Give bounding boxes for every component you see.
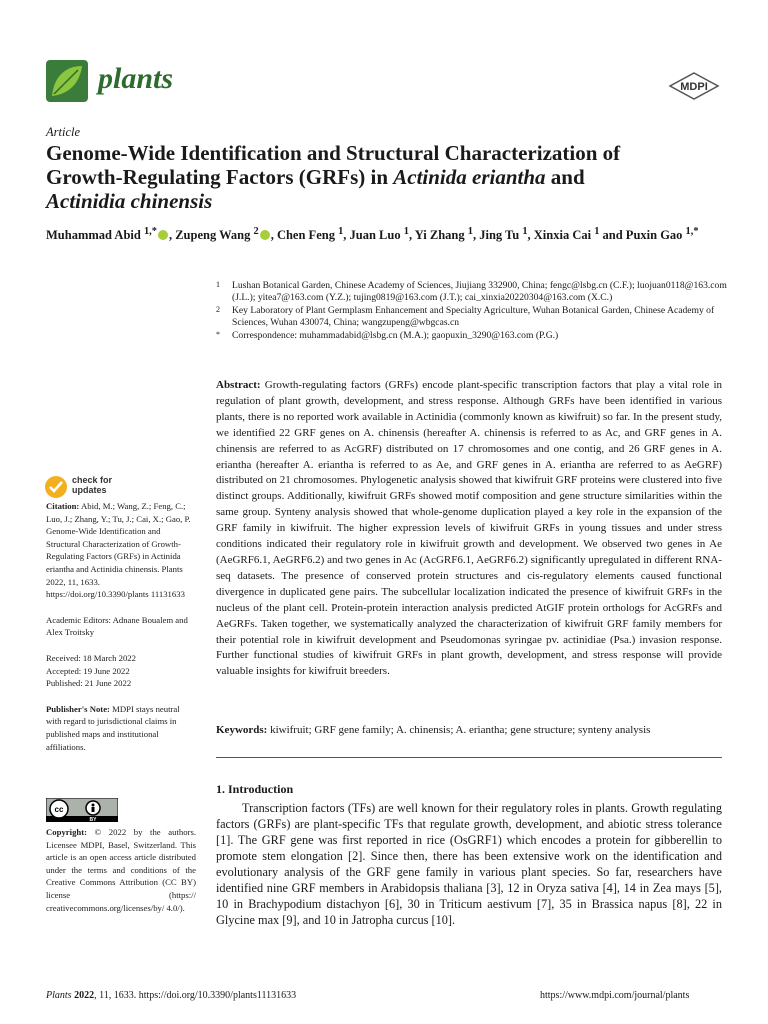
publishers-note: Publisher's Note: MDPI stays neutral with regard to jurisdictional claims in published maps and institutional affiliations. — [46, 703, 180, 752]
section-divider — [216, 757, 722, 758]
author-list: Muhammad Abid $^{1,*}$ , Zupeng Wang $^2$ , Chen Feng $^1$, Juan Luo $^1$, Yi Zhang $^1$, Jing Tu $^1$, Xinxia Cai $^1$ and Puxin Gao $^{1,*}$ — [46, 226, 699, 243]
published-date: Published: 21 June 2022 — [46, 678, 132, 689]
article-title: Genome-Wide Identification and Structural Characterization of Growth-Regulating Factors (GRFs) in Actinida eriantha and Actinidia chinensis — [46, 141, 621, 213]
affiliation-2: 2 Key Laboratory of Plant Germplasm Enhancement and Specialty Agriculture, Wuhan Botanical Garden, Chinese Academy of Sciences, Wuhan 430074, China; wangzupeng@wbgcas.cn — [216, 304, 715, 329]
orcid-icon[interactable] — [158, 230, 168, 240]
article-sidebar — [46, 500, 196, 753]
footer-journal-link[interactable]: https://www.mdpi.com/journal/plants — [540, 990, 690, 1001]
check-for-updates-badge[interactable]: check for updates — [44, 474, 154, 500]
svg-text:BY: BY — [89, 817, 97, 822]
accepted-date: Accepted: 19 June 2022 — [46, 665, 130, 676]
copyright-block: Copyright: © 2022 by the authors. Licensee MDPI, Basel, Switzerland. This article is an open access article distributed under the terms and conditions of the Creative Commons Attribution (CC BY) license (https:// creativecommons.org/licenses/by/ 4.0/). — [46, 827, 196, 913]
keywords: Keywords: kiwifruit; GRF gene family; A. chinensis; A. eriantha; gene structure; synteny analysis — [216, 724, 651, 736]
mdpi-logo — [668, 72, 720, 100]
introduction-text: Transcription factors (TFs) are well known for their regulatory roles in plants. Growth regulating factors (GRFs) are plant-specific TFs that regulate growth, development, and abiotic stress tolerance [1]. The GRF gene was first reported in rice (OsGRF1) which encodes a protein for gibberellin to promote stem elongation [2]. Since then, there has been extensive work on the identification and evolutionary analysis of the GRF gene family in various plant species. So far, researchers have identified nine GRF members in Arabidopsis thaliana [3], 12 in Oryza sativa [4], 14 in Zea mays [5], 10 in Brachypodium distachyon [6], 30 in Triticum aestivum [7], 35 in Brassica napus [8], 22 in Glycine max [9], and 10 in Jatropha curcus [10]. — [216, 801, 722, 927]
affiliations — [216, 280, 736, 342]
check-updates-icon — [44, 475, 68, 499]
affiliation-1: 1 Lushan Botanical Garden, Chinese Academy of Sciences, Jiujiang 332900, China; fengc@lsbg.cn (C.F.); luojuan0118@163.com (J.L.); yitea7@163.com (Y.Z.); tujing0819@163.com (J.T.); cai_xinxia20220304@163.com (X.C.) — [216, 280, 727, 304]
plants-leaf-icon — [46, 60, 88, 102]
citation: Citation: Abid, M.; Wang, Z.; Feng, C.; Luo, J.; Zhang, Y.; Tu, J.; Cai, X.; Gao, P. Genome-Wide Identification and Structural Characterization of Growth-Regulating Factors (GRFs) in Actinida eriantha and Actinidia chinensis. Plants 2022, 11, 1633. https://doi.org/10.3390/plants 11131633 — [46, 501, 191, 600]
svg-text:MDPI: MDPI — [680, 81, 708, 93]
academic-editors: Academic Editors: Adnane Boualem and Alex Troitsky — [46, 614, 188, 638]
journal-name: plants — [98, 62, 174, 95]
footer-citation: Plants 2022, 11, 1633. https://doi.org/10.3390/plants11131633 — [46, 990, 297, 1001]
orcid-icon[interactable] — [260, 230, 270, 240]
abstract: Abstract: Growth-regulating factors (GRFs) encode plant-specific transcription factors that play a vital role in regulation of plant growth, development, and stress response. Although GRFs have been identified in various plants, there is no reported work available in Actinidia (commonly known as kiwifruit) so far. In the present study, we identified 22 GRF genes on A. chinensis (hereafter A. chinensis is referred to as Ac, and GRF genes in A. chinensis are referred to as AcGRF) distributed on 17 chromosomes and one contig, and 26 GRF genes in A. eriantha (hereafter A. eriantha is referred to as Ae, and GRF genes in A. eriantha are referred to as AeGRF) distributed on 21 chromosomes. Phylogenetic analysis showed that kiwifruit GRF proteins were clustered into five distinct groups. Additionally, kiwifruit GRFs showed motif composition and gene structure similarities within the same group. Synteny analysis showed that whole-genome duplication played a key role in the expansion of the GRF family in kiwifruit. The higher expression levels of kiwifruit GRFs in young tissues and under stress conditions indicated their regulatory role in kiwifruit growth and development. We observed two genes in Ae (AeGRF6.1, AeGRF6.2) and two genes in Ac (AcGRF6.1, AeGRF6.2) significantly upregulated in different RNA-seq datasets. The presence of conserved protein structures and cis-regulatory elements caused functional divergence in duplicated gene pairs. The subcellular localization indicated the presence of kiwifruit GRFs in the nucleus of the plant cell. Protein-protein interaction analysis predicted AtGIF protein orthologs for AcGRFs and AeGRFs. Taken together, we systematically analyzed the characterization of kiwifruit GRF family members for their potential role in kiwifruit development and Pseudomonas syringae pv. actinidiae (Psa.) invasion response. Further functional studies of kiwifruit GRFs in plant growth, development, and stress response will provide valuable insights for kiwifruit breeders. — [216, 379, 722, 678]
section-heading-introduction: 1. Introduction — [216, 782, 294, 796]
correspondence: * Correspondence: muhammadabid@lsbg.cn (M.A.); gaopuxin_3290@163.com (P.G.) — [216, 329, 559, 341]
article-type: Article — [46, 125, 81, 139]
received-date: Received: 18 March 2022 — [46, 652, 136, 663]
cc-by-license-icon[interactable] — [46, 798, 118, 822]
svg-text:cc: cc — [54, 805, 64, 814]
